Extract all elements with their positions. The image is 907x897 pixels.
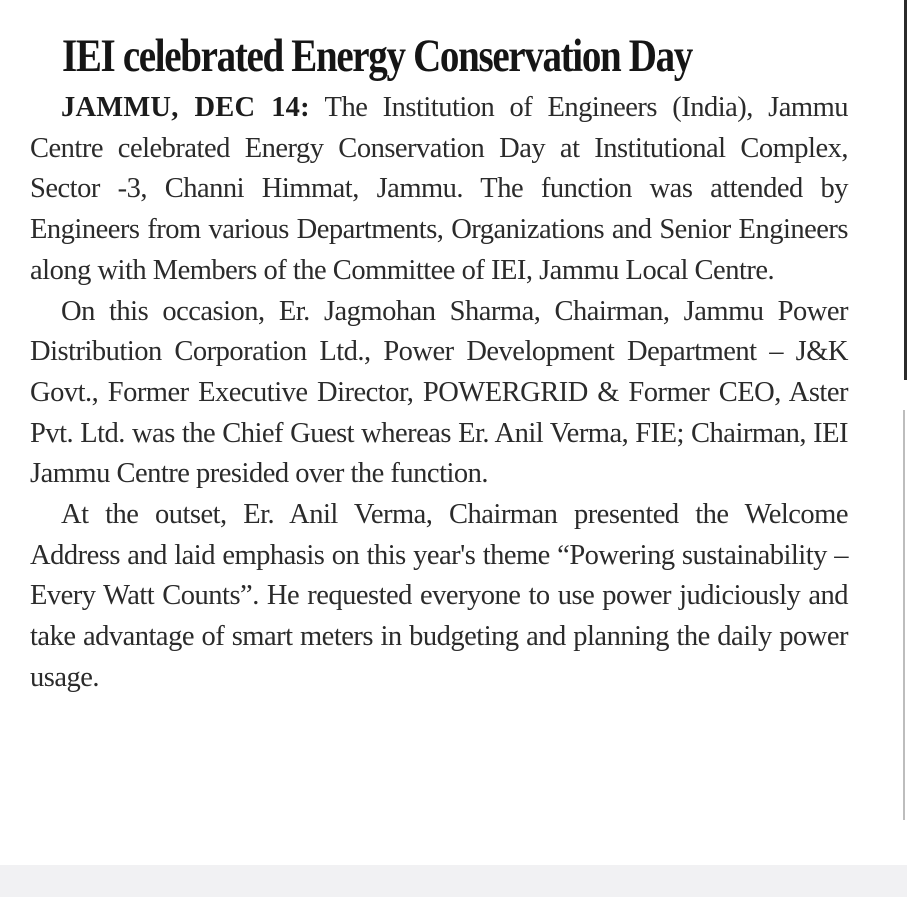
article-dateline: JAMMU, DEC 14: [61, 92, 310, 123]
page-bottom-band [0, 865, 907, 897]
paragraph-1-text: The Institution of Engineers (India), Jammu Centre celebrated Energy Conservation Day at Institutional Complex, Sector -3, Channi Himmat, Jammu. The function was attended by Engineers from various Departments, Organizations and Senior Engineers along with Members of the Committee of IEI, Jammu Local Centre. [30, 92, 848, 286]
column-rule-lower [903, 410, 905, 820]
article-paragraph-2: On this occasion, Er. Jagmohan Sharma, Chairman, Jammu Power Distribution Corporation Ltd., Power Development Department – J&K Govt., Former Executive Director, POWERGRID & Former CEO, Aster Pvt. Ltd. was the Chief Guest whereas Er. Anil Verma, FIE; Chairman, IEI Jammu Centre presided over the function. [30, 295, 848, 490]
article-headline: IEI celebrated Energy Conservation Day [62, 30, 692, 82]
article-paragraph-3: At the outset, Er. Anil Verma, Chairman presented the Welcome Address and laid emphasis on this year's theme “Powering sustainability – Every Watt Counts”. He requested everyone to use power judiciously and take advantage of smart meters in budgeting and planning the daily power usage. [30, 499, 848, 693]
article-body [30, 88, 848, 699]
article-paragraph-1 [30, 88, 848, 292]
